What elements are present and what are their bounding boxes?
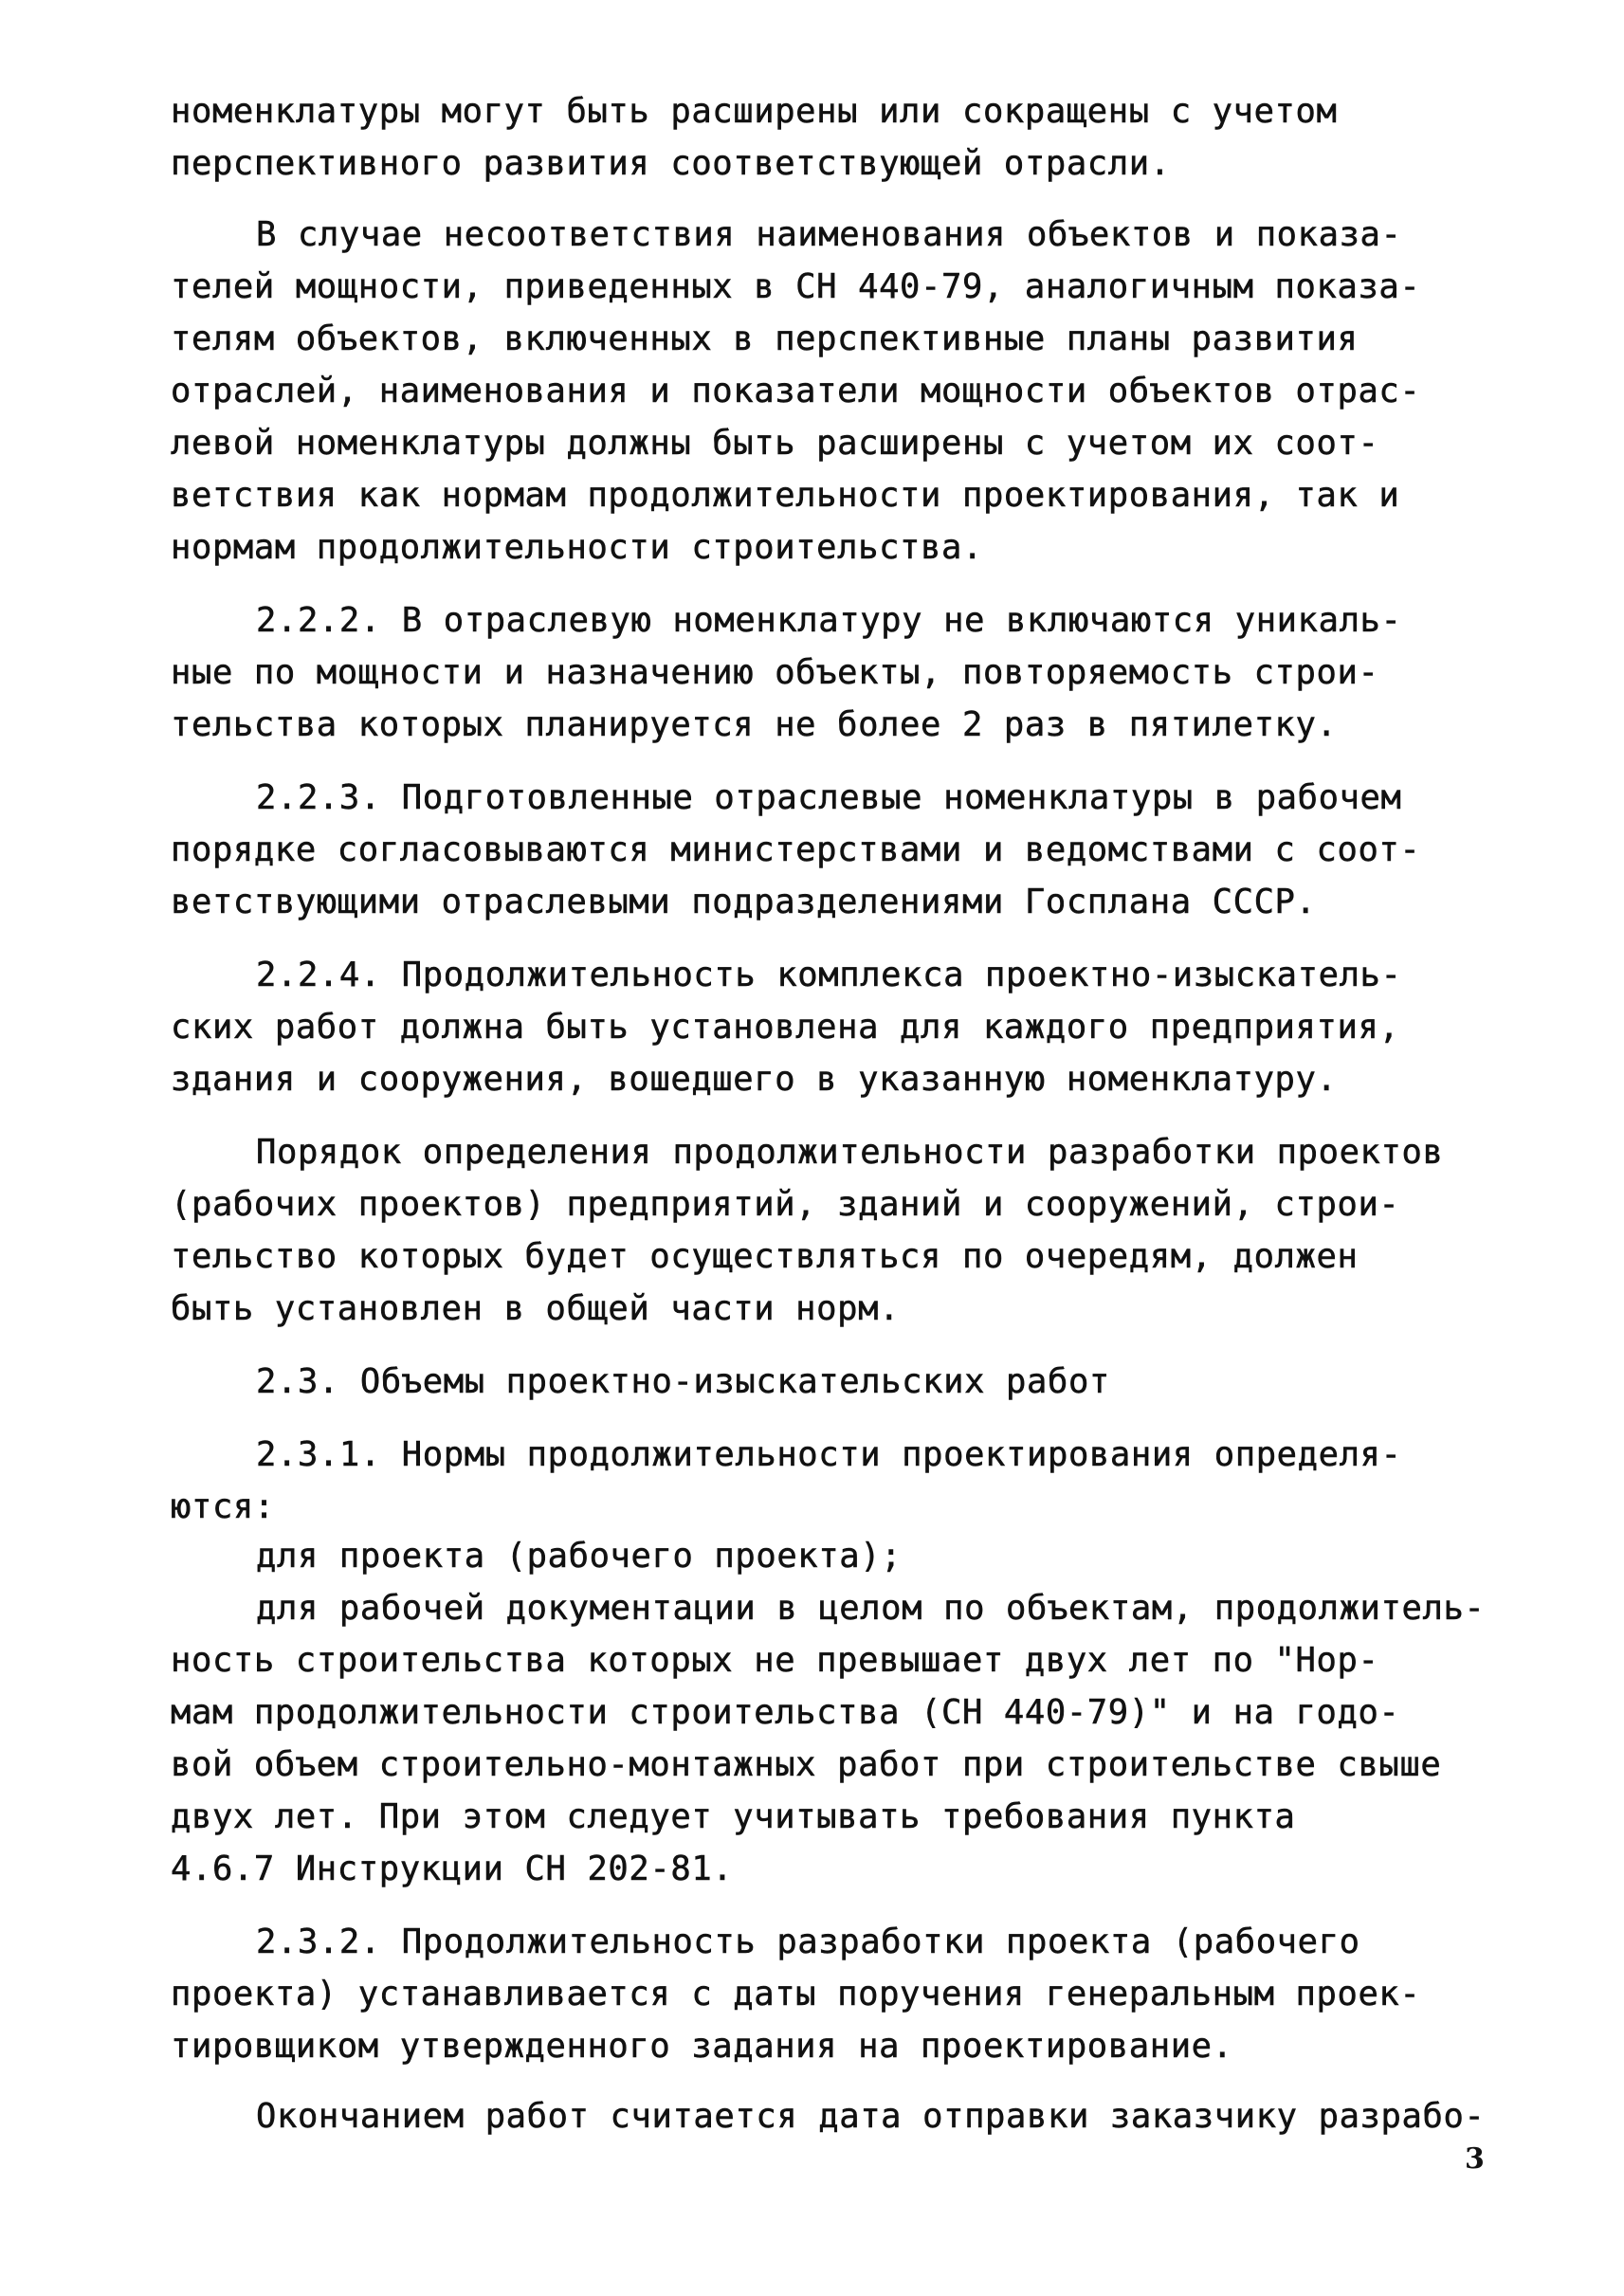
text-line: для рабочей документации в целом по объектам, продолжитель- — [256, 1589, 1486, 1628]
text-line: вой объем строительно-монтажных работ при строительстве свыше — [171, 1745, 1442, 1784]
text-line: телям объектов, включенных в перспективные планы развития — [171, 319, 1359, 358]
text-line: тельства которых планируется не более 2 раз в пятилетку. — [171, 705, 1338, 744]
text-line: ность строительства которых не превышает двух лет по "Нор- — [171, 1641, 1379, 1680]
text-line: 4.6.7 Инструкции СН 202-81. — [171, 1850, 734, 1888]
text-line: быть установлен в общей части норм. — [171, 1289, 901, 1328]
text-line: для проекта (рабочего проекта); — [256, 1537, 903, 1576]
text-line: 2.3.1. Нормы продолжительности проектирования определя- — [256, 1435, 1402, 1474]
text-line: 2.2.2. В отраслевую номенклатуру не включаются уникаль- — [256, 601, 1402, 640]
page-number: 3 — [1465, 2142, 1486, 2176]
section-heading: 2.3. Объемы проектно-изыскательских работ — [256, 1362, 1110, 1401]
text-line: перспективного развития соответствующей отрасли. — [171, 144, 1171, 183]
text-line: ются: — [171, 1487, 275, 1526]
text-line: В случае несоответствия наименования объектов и показа- — [256, 215, 1402, 254]
text-line: (рабочих проектов) предприятий, зданий и сооружений, строи- — [171, 1185, 1400, 1224]
text-line: Окончанием работ считается дата отправки заказчику разрабо- — [256, 2097, 1486, 2136]
text-line: ветствующими отраслевыми подразделениями Госплана СССР. — [171, 883, 1317, 921]
text-line: ные по мощности и назначению объекты, повторяемость строи- — [171, 653, 1379, 692]
text-line: левой номенклатуры должны быть расширены с учетом их соот- — [171, 424, 1379, 463]
text-line: двух лет. При этом следует учитывать требования пункта — [171, 1797, 1296, 1836]
text-line: Порядок определения продолжительности разработки проектов — [256, 1133, 1444, 1172]
text-line: ских работ должна быть установлена для каждого предприятия, — [171, 1008, 1400, 1047]
text-line: тировщиком утвержденного задания на проектирование. — [171, 2027, 1233, 2066]
text-line: номенклатуры могут быть расширены или сокращены с учетом — [171, 92, 1338, 131]
text-line: нормам продолжительности строительства. — [171, 528, 983, 567]
text-line: 2.2.4. Продолжительность комплекса проектно-изыскатель- — [256, 956, 1402, 994]
text-line: мам продолжительности строительства (СН 440-79)" и на годо- — [171, 1693, 1400, 1732]
text-line: тельство которых будет осуществляться по очередям, должен — [171, 1237, 1359, 1276]
text-line: порядке согласовываются министерствами и ведомствами с соот- — [171, 830, 1421, 869]
text-line: здания и сооружения, вошедшего в указанную номенклатуру. — [171, 1060, 1338, 1099]
text-line: ветствия как нормам продолжительности проектирования, так и — [171, 476, 1400, 515]
text-line: 2.3.2. Продолжительность разработки проекта (рабочего — [256, 1922, 1360, 1961]
text-line: отраслей, наименования и показатели мощности объектов отрас- — [171, 372, 1421, 410]
text-line: телей мощности, приведенных в СН 440-79, аналогичным показа- — [171, 267, 1421, 306]
text-line: проекта) устанавливается с даты поручения генеральным проек- — [171, 1975, 1421, 2014]
text-line: 2.2.3. Подготовленные отраслевые номенклатуры в рабочем — [256, 778, 1402, 817]
